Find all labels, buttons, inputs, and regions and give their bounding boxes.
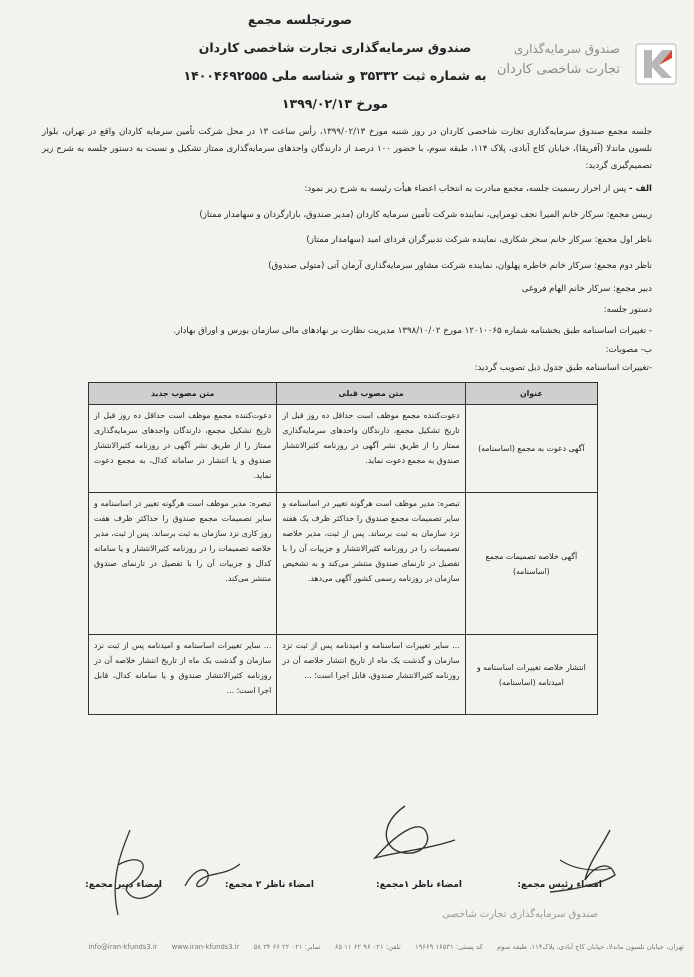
- row-topic: انتشار خلاصه تغییرات اساسنامه و امیدنامه (اساسنامه): [465, 635, 597, 715]
- header-old-text: متن مصوب قبلی: [277, 383, 465, 405]
- table-header-row: [89, 383, 598, 405]
- signature-chair-label: امضاء رئیس مجمع:: [517, 880, 602, 890]
- observer1-signature: [355, 800, 465, 870]
- header-topic: عنوان: [465, 383, 597, 405]
- footer-website[interactable]: www.iran-kfunds3.ir: [171, 943, 240, 951]
- board-observer2: ناظر دوم مجمع: سرکار خانم خاطره پهلوان، نماینده شرکت مشاور سرمایه‌گذاری آرمان آتی (متولی صندوق): [268, 261, 652, 271]
- section-a-text: پس از احراز رسمیت جلسه، مجمع مبادرت به انتخاب اعضاء هیأت رئیسه به شرح زیر نمود:: [304, 184, 627, 194]
- footer-address-line: [10, 943, 690, 951]
- board-observer1: ناظر اول مجمع: سرکار خانم سحر شکاری، نماینده شرکت تدبیرگران فردای امید (سهامدار ممتاز): [306, 235, 652, 245]
- row-new-text: دعوت‌کننده مجمع موظف است حداقل ده روز قبل از تاریخ تشکیل مجمع، دارندگان واحدهای سرمایه‌گذاری ممتاز را از طریق نشر آگهی در روزنامه کثیرالانتشار صندوق و یا انتشار در سامانه کدال، به مجمع دعوت نماید.: [89, 405, 277, 493]
- kardan-logo-icon: [632, 40, 680, 88]
- footer-email[interactable]: info@iran-kfunds3.ir: [88, 943, 158, 951]
- section-a: [42, 184, 652, 194]
- table-row: [89, 405, 598, 493]
- footer-brand: صندوق سرمایه‌گذاری تجارت شاخصی: [442, 909, 598, 920]
- registration-line: به شماره ثبت ۳۵۳۳۲ و شناسه ملی ۱۴۰۰۴۶۹۲۵۵۵: [183, 68, 487, 83]
- footer-fax: نمابر: ۰۲۱ ۲۲ ۶۶ ۳۴ ۵۸: [253, 943, 321, 951]
- row-topic: آگهی خلاصه تصمیمات مجمع (اساسنامه): [465, 493, 597, 635]
- table-row: [89, 635, 598, 715]
- footer-postal: کد پستی: ۱۶۵۳۱ ۱۹۶۶۹: [415, 943, 483, 951]
- logo-line2: تجارت شاخصی کاردان: [496, 62, 620, 77]
- row-old-text: دعوت‌کننده مجمع موظف است حداقل ده روز قبل از تاریخ تشکیل مجمع، دارندگان واحدهای سرمایه‌گذاری ممتاز را از طریق نشر آگهی در روزنامه کثیرالانتشار صندوق به مجمع دعوت نماید.: [277, 405, 465, 493]
- row-new-text: تبصره: مدیر موظف است هرگونه تغییر در اساسنامه و سایر تصمیمات مجمع صندوق را حداکثر ظرف هفت روز کاری نزد سازمان به ثبت برساند. پس از ثبت، مدیر خلاصه تصمیمات را در روزنامه کثیرالانتشار و یا سامانه کدال و جزییات آن را با تفصیل در تارنمای صندوق منتشر می‌کند.: [89, 493, 277, 635]
- board-chair: رییس مجمع: سرکار خانم المیرا نجف تومرایی، نماینده شرکت تأمین سرمایه کاردان (مدیر صندوق، بازارگردان و سهامدار ممتاز): [199, 210, 652, 220]
- approvals-label: ب- مصوبات:: [605, 345, 652, 355]
- logo-line1: صندوق سرمایه‌گذاری: [513, 42, 620, 56]
- observer2-signature: [180, 856, 250, 896]
- table-row: [89, 493, 598, 635]
- agenda-label: دستور جلسه:: [603, 305, 652, 315]
- header-new-text: متن مصوب جدید: [89, 383, 277, 405]
- approvals-item: -تغییرات اساسنامه طبق جدول ذیل تصویب گردید:: [474, 363, 652, 373]
- section-a-label: الف -: [629, 184, 652, 194]
- footer-phone: تلفن: ۰۲۱ ۹۶ ۶۲ ۱۱ ۶۵: [334, 943, 401, 951]
- fund-name: صندوق سرمایه‌گذاری تجارت شاخصی کاردان: [198, 40, 472, 55]
- secretary-signature: [100, 825, 170, 925]
- meeting-date: مورخ ۱۳۹۹/۰۲/۱۳: [281, 96, 389, 111]
- row-old-text: تبصره: مدیر موظف است هرگونه تغییر در اساسنامه و سایر تصمیمات مجمع صندوق را حداکثر ظرف یک هفته نزد سازمان به ثبت برساند. پس از ثبت، مدیر خلاصه تصمیمات را در روزنامه کثیرالانتشار و جزییات آن را با تفصیل در تارنمای صندوق منتشر می‌کند و به تشخیص سازمان در روزنامه رسمی کشور آگهی می‌دهد.: [277, 493, 465, 635]
- amendments-table: [88, 382, 598, 715]
- intro-paragraph: جلسه مجمع صندوق سرمایه‌گذاری تجارت شاخصی کاردان در روز شنبه مورخ ۱۳۹۹/۰۲/۱۳، رأس ساعت ۱۳ در محل شرکت تأمین سرمایه کاردان واقع در تهران، بلوار نلسون ماندلا (آفریقا)، خیابان کاج آبادی، پلاک ۱۱۴، طبقه سوم، با حضور ۱۰۰ درصد از دارندگان واحدهای سرمایه‌گذاری ممتاز تشکیل و نسبت به دستور جلسه به شرح زیر تصمیم‌گیری گردید:: [42, 127, 652, 172]
- signature-secretary-label: امضاء دبیر مجمع:: [85, 880, 162, 890]
- signature-observer2-label: امضاء ناظر ۲ مجمع:: [224, 880, 314, 890]
- row-topic: آگهی دعوت به مجمع (اساسنامه): [465, 405, 597, 493]
- signature-observer1-label: امضاء ناظر ۱مجمع:: [376, 880, 462, 890]
- document-title: صورتجلسه مجمع: [247, 12, 353, 27]
- board-secretary: دبیر مجمع: سرکار خانم الهام فروغی: [521, 284, 652, 294]
- row-old-text: ... سایر تغییرات اساسنامه و امیدنامه پس از ثبت نزد سازمان و گذشت یک ماه از تاریخ انتشار خلاصه آن در روزنامه کثیرالانتشار صندوق، قابل اجرا است؛ ...: [277, 635, 465, 715]
- chair-signature: [540, 820, 630, 900]
- agenda-item: - تغییرات اساسنامه طبق بخشنامه شماره ۱۲۰۱۰۰۶۵ مورخ ۱۳۹۸/۱۰/۰۲ مدیریت نظارت بر نهادهای مالی سازمان بورس و اوراق بهادار.: [173, 326, 652, 336]
- row-new-text: ... سایر تغییرات اساسنامه و امیدنامه پس از ثبت نزد سازمان و گذشت یک ماه از تاریخ انتشار خلاصه آن در روزنامه کثیرالانتشار صندوق و یا سامانه کدال، قابل اجرا است؛ ...: [89, 635, 277, 715]
- footer-address: تهران، خیابان نلسون ماندلا، خیابان کاج آبادی، پلاک۱۱۴، طبقه سوم: [496, 943, 684, 951]
- fund-logo: [460, 40, 680, 96]
